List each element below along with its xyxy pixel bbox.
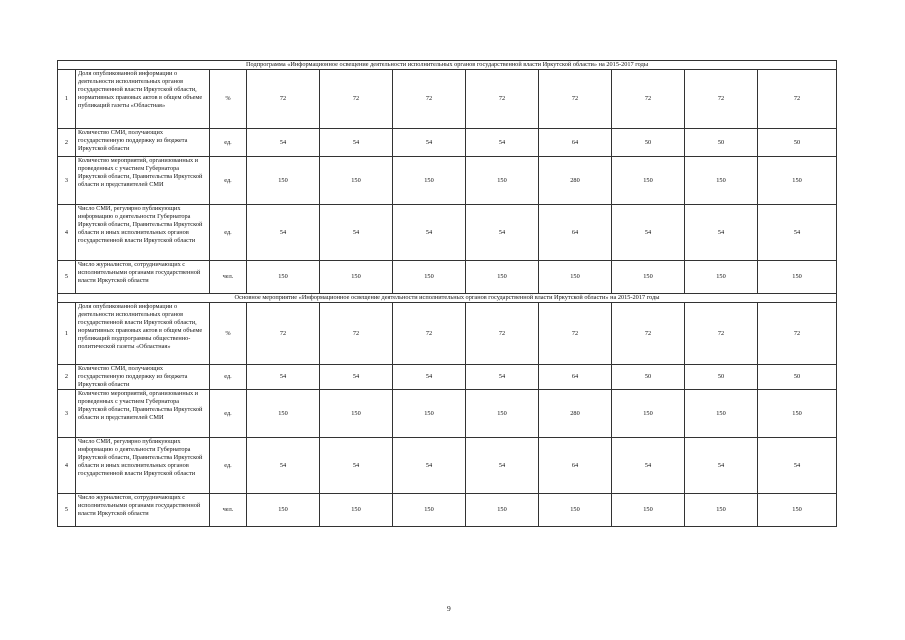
indicator-name: Количество СМИ, получающих государственную поддержку из бюджета Иркутской области: [76, 129, 210, 157]
value-cell: 72: [393, 70, 466, 129]
value-cell: 64: [539, 438, 612, 494]
value-cell: 72: [612, 70, 685, 129]
value-cell: 150: [539, 261, 612, 294]
value-cell: 72: [758, 303, 837, 365]
indicator-name: Число СМИ, регулярно публикующих информацию о деятельности Губернатора Иркутской области, Правительства Иркутской области и иных исполнительных органов государственной власти Иркутской области: [76, 438, 210, 494]
unit-cell: чел.: [210, 494, 247, 527]
value-cell: 54: [466, 438, 539, 494]
table-row: [58, 70, 837, 129]
row-number: 1: [58, 70, 76, 129]
indicator-name: Количество СМИ, получающих государственную поддержку из бюджета Иркутской области: [76, 365, 210, 390]
value-cell: 54: [393, 365, 466, 390]
value-cell: 150: [685, 261, 758, 294]
value-cell: 150: [320, 261, 393, 294]
value-cell: 150: [247, 157, 320, 205]
value-cell: 150: [466, 390, 539, 438]
value-cell: 54: [247, 129, 320, 157]
value-cell: 54: [758, 205, 837, 261]
value-cell: 54: [685, 438, 758, 494]
value-cell: 54: [247, 205, 320, 261]
value-cell: 150: [466, 261, 539, 294]
value-cell: 280: [539, 157, 612, 205]
value-cell: 150: [466, 494, 539, 527]
value-cell: 72: [466, 303, 539, 365]
section-header-row: [58, 294, 837, 303]
value-cell: 150: [320, 494, 393, 527]
value-cell: 150: [393, 261, 466, 294]
value-cell: 72: [539, 303, 612, 365]
value-cell: 54: [247, 365, 320, 390]
section-title: Подпрограмма «Информационное освещение деятельности исполнительных органов государственной власти Иркутской области» на 2015-2017 годы: [58, 61, 837, 70]
indicator-name: Число журналистов, сотрудничающих с исполнительными органами государственной власти Иркутской области: [76, 261, 210, 294]
row-number: 2: [58, 365, 76, 390]
table-row: [58, 261, 837, 294]
table-row: [58, 303, 837, 365]
value-cell: 54: [320, 438, 393, 494]
indicator-name: Количество мероприятий, организованных и проведенных с участием Губернатора Иркутской области, Правительства Иркутской области и представителей СМИ: [76, 390, 210, 438]
value-cell: 64: [539, 205, 612, 261]
value-cell: 150: [612, 157, 685, 205]
value-cell: 54: [612, 205, 685, 261]
row-number: 4: [58, 438, 76, 494]
value-cell: 54: [247, 438, 320, 494]
table-row: [58, 205, 837, 261]
indicator-name: Число журналистов, сотрудничающих с исполнительными органами государственной власти Иркутской области: [76, 494, 210, 527]
value-cell: 72: [466, 70, 539, 129]
table-body: [58, 61, 837, 527]
value-cell: 54: [393, 438, 466, 494]
value-cell: 72: [685, 303, 758, 365]
row-number: 5: [58, 494, 76, 527]
value-cell: 150: [247, 390, 320, 438]
value-cell: 150: [758, 494, 837, 527]
value-cell: 54: [612, 438, 685, 494]
value-cell: 280: [539, 390, 612, 438]
value-cell: 54: [320, 129, 393, 157]
value-cell: 150: [685, 390, 758, 438]
unit-cell: ед.: [210, 157, 247, 205]
value-cell: 72: [320, 303, 393, 365]
value-cell: 54: [466, 365, 539, 390]
value-cell: 72: [539, 70, 612, 129]
row-number: 3: [58, 157, 76, 205]
value-cell: 72: [247, 70, 320, 129]
indicator-name: Доля опубликованной информации о деятельности исполнительных органов государственной власти Иркутской области, нормативных правовых актов в общем объеме публикаций подпрограммы общественно-политической газеты «Областная»: [76, 303, 210, 365]
row-number: 4: [58, 205, 76, 261]
indicator-name: Количество мероприятий, организованных и проведенных с участием Губернатора Иркутской области, Правительства Иркутской области и представителей СМИ: [76, 157, 210, 205]
value-cell: 150: [320, 157, 393, 205]
value-cell: 50: [685, 129, 758, 157]
row-number: 5: [58, 261, 76, 294]
unit-cell: ед.: [210, 129, 247, 157]
value-cell: 64: [539, 129, 612, 157]
value-cell: 150: [247, 494, 320, 527]
value-cell: 150: [758, 261, 837, 294]
value-cell: 50: [612, 365, 685, 390]
value-cell: 54: [466, 205, 539, 261]
row-number: 2: [58, 129, 76, 157]
value-cell: 150: [685, 494, 758, 527]
value-cell: 54: [393, 205, 466, 261]
value-cell: 150: [247, 261, 320, 294]
value-cell: 72: [758, 70, 837, 129]
value-cell: 150: [612, 261, 685, 294]
table-row: [58, 365, 837, 390]
value-cell: 150: [320, 390, 393, 438]
value-cell: 72: [393, 303, 466, 365]
unit-cell: ед.: [210, 438, 247, 494]
unit-cell: ед.: [210, 205, 247, 261]
table-row: [58, 390, 837, 438]
value-cell: 54: [758, 438, 837, 494]
value-cell: 150: [539, 494, 612, 527]
value-cell: 72: [247, 303, 320, 365]
value-cell: 54: [320, 365, 393, 390]
indicator-table: [57, 60, 837, 527]
value-cell: 150: [685, 157, 758, 205]
indicator-name: Доля опубликованной информации о деятельности исполнительных органов государственной власти Иркутской области, нормативных правовых актов в общем объеме публикаций газеты «Областная»: [76, 70, 210, 129]
section-header-row: [58, 61, 837, 70]
value-cell: 54: [685, 205, 758, 261]
table-row: [58, 157, 837, 205]
value-cell: 150: [758, 390, 837, 438]
unit-cell: %: [210, 303, 247, 365]
value-cell: 72: [685, 70, 758, 129]
value-cell: 50: [685, 365, 758, 390]
value-cell: 72: [320, 70, 393, 129]
row-number: 1: [58, 303, 76, 365]
value-cell: 150: [393, 390, 466, 438]
value-cell: 50: [758, 129, 837, 157]
page-number: 9: [447, 604, 451, 613]
value-cell: 50: [758, 365, 837, 390]
table-row: [58, 438, 837, 494]
value-cell: 50: [612, 129, 685, 157]
unit-cell: ед.: [210, 390, 247, 438]
indicator-name: Число СМИ, регулярно публикующих информацию о деятельности Губернатора Иркутской области, Правительства Иркутской области и иных исполнительных органов государственной власти Иркутской области: [76, 205, 210, 261]
unit-cell: чел.: [210, 261, 247, 294]
value-cell: 150: [393, 157, 466, 205]
table-row: [58, 129, 837, 157]
table-row: [58, 494, 837, 527]
value-cell: 150: [612, 494, 685, 527]
unit-cell: %: [210, 70, 247, 129]
value-cell: 54: [320, 205, 393, 261]
row-number: 3: [58, 390, 76, 438]
value-cell: 64: [539, 365, 612, 390]
section-title: Основное мероприятие «Информационное освещение деятельности исполнительных органов государственной власти Иркутской области» на 2015-2017 годы: [58, 294, 837, 303]
unit-cell: ед.: [210, 365, 247, 390]
value-cell: 150: [612, 390, 685, 438]
value-cell: 150: [758, 157, 837, 205]
value-cell: 72: [612, 303, 685, 365]
value-cell: 54: [466, 129, 539, 157]
value-cell: 150: [466, 157, 539, 205]
value-cell: 150: [393, 494, 466, 527]
value-cell: 54: [393, 129, 466, 157]
